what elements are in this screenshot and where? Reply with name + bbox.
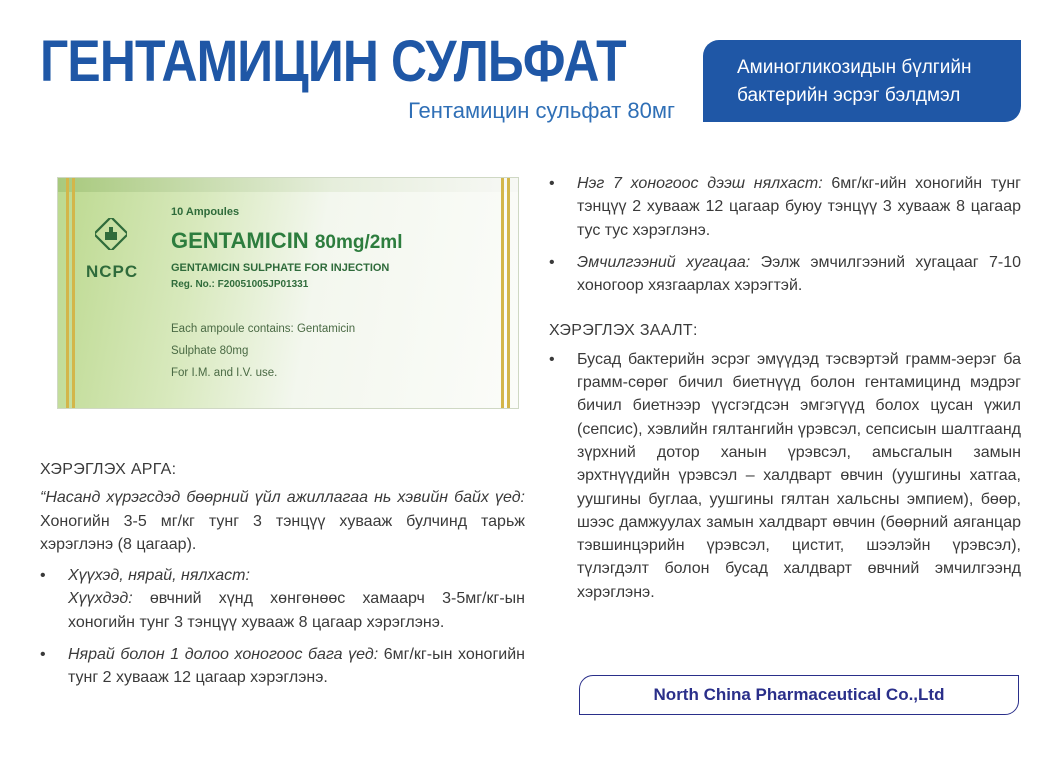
product-name-main: GENTAMICIN [171, 228, 309, 253]
right-column [549, 172, 1021, 613]
product-subname: GENTAMICIN SULPHATE FOR INJECTION [171, 262, 390, 274]
children-text: өвчний хүнд хөнгөнөөс хамаарч 3-5мг/кг-ын хоногийн тунг 3 тэнцүү хувааж 8 цагаар хэрэглэнэ. [68, 590, 525, 631]
usage-heading: ХЭРЭГЛЭХ АРГА: [40, 461, 177, 478]
usage-intro [40, 486, 525, 556]
category-line-2: бактерийн эсрэг бэлдмэл [737, 85, 961, 106]
contains-line-2: Sulphate 80mg [171, 345, 249, 357]
category-badge [703, 40, 1021, 122]
usage-section [40, 458, 525, 699]
product-name [171, 228, 402, 254]
gold-stripe [501, 178, 504, 408]
contains-line-1: Each ampoule contains: Gentamicin [171, 323, 356, 335]
infant-text: 6мг/кг-ийн хоногийн тунг тэнцүү 2 хувааж 12 цагаар буюу тэнцүү 3 хувааж 8 цагаар тус тус хэрэглэнэ. [577, 175, 1021, 239]
usage-list-continued [549, 172, 1021, 297]
company-name-box: North China Pharmaceutical Co.,Ltd [579, 675, 1019, 715]
page-subtitle: Гентамицин сульфат 80мг [408, 98, 675, 123]
indications-heading: ХЭРЭГЛЭХ ЗААЛТ: [549, 322, 698, 340]
list-item [549, 348, 1021, 604]
product-strength: 80mg/2ml [314, 232, 403, 253]
page-title: ГЕНТАМИЦИН СУЛЬФАТ [40, 29, 626, 94]
ampoule-count: 10 Ampoules [171, 206, 240, 218]
usage-intro-text: Хоногийн 3-5 мг/кг тунг 3 тэнцүү хувааж булчинд тарьж хэрэглэнэ (8 цагаар). [40, 512, 525, 553]
registration-number: Reg. No.: F20051005JP01331 [171, 279, 309, 290]
indications-text: Бусад бактерийн эсрэг эмүүдэд тэсвэртэй грамм-эерэг ба грамм-сөрөг бичил биетнүүд болон гентамицинд мэдрэг бичил биетнээр үүсгэгдсэн эмгэгүүд болох цусан үжил (сепсис), хэвлийн гялтангийн үрэвсэл, сепсисын шалтгаанд зүрхний дотор ханын үрэвсэл, амьсгалын замын эрхтнүүдийн үрэвсэл – халдварт өвчин (уушгины хатгаа, уушгины буглаа, уушгины гялтан хальсны эмпием), бөөр, шээс дамжуулах замын халдварт өвчин (бөөрний аяганцар тэвшинцэрийн үрэвсэл, цистит, шээлэйн үрэвсэл), түлэгдэлт болон бусад халдварт өвчний эмчилгээнд хэрэглэнэ. [577, 350, 1021, 601]
bullet: • [40, 567, 46, 585]
usage-list [40, 564, 525, 689]
bullet: • [549, 350, 555, 368]
box-top-edge [58, 178, 518, 192]
duration-label: Эмчилгээний хугацаа: [577, 253, 751, 271]
bullet: • [549, 175, 555, 192]
duration-text: Ээлж эмчилгээний хугацааг 7-10 хоногоор хязгаарлах хэрэгтэй. [577, 253, 1021, 295]
brand-logo-text: NCPC [86, 262, 139, 281]
infant-label: Нэг 7 хоногоос дээш нялхаст: [577, 175, 823, 192]
list-item [40, 564, 525, 634]
gold-stripe [72, 178, 75, 408]
indications-list [549, 348, 1021, 604]
list-item [549, 251, 1021, 298]
newborn-label: Нярай болон 1 долоо хоногоос бага үед: [68, 646, 379, 664]
list-item [549, 172, 1021, 242]
ncpc-logo-icon [95, 218, 127, 250]
usage-intro-italic: “Насанд хүрэгсдэд бөөрний үйл ажиллагаа нь хэвийн байх үед: [40, 489, 525, 507]
product-box-image [57, 177, 519, 409]
children-label: Хүүхэд, нярай, нялхаст: [68, 567, 250, 585]
gold-stripe [507, 178, 510, 408]
gold-stripe [66, 178, 69, 408]
bullet: • [40, 646, 46, 664]
category-line-1: Аминогликозидын бүлгийн [737, 57, 972, 78]
newborn-text: 6мг/кг-ын хоногийн тунг 2 хувааж 12 цагаар хэрэглэнэ. [68, 646, 525, 687]
route-text: For I.M. and I.V. use. [171, 367, 278, 379]
bullet: • [549, 253, 555, 271]
children-sub-label: Хүүхдэд: [68, 590, 133, 608]
list-item [40, 643, 525, 690]
